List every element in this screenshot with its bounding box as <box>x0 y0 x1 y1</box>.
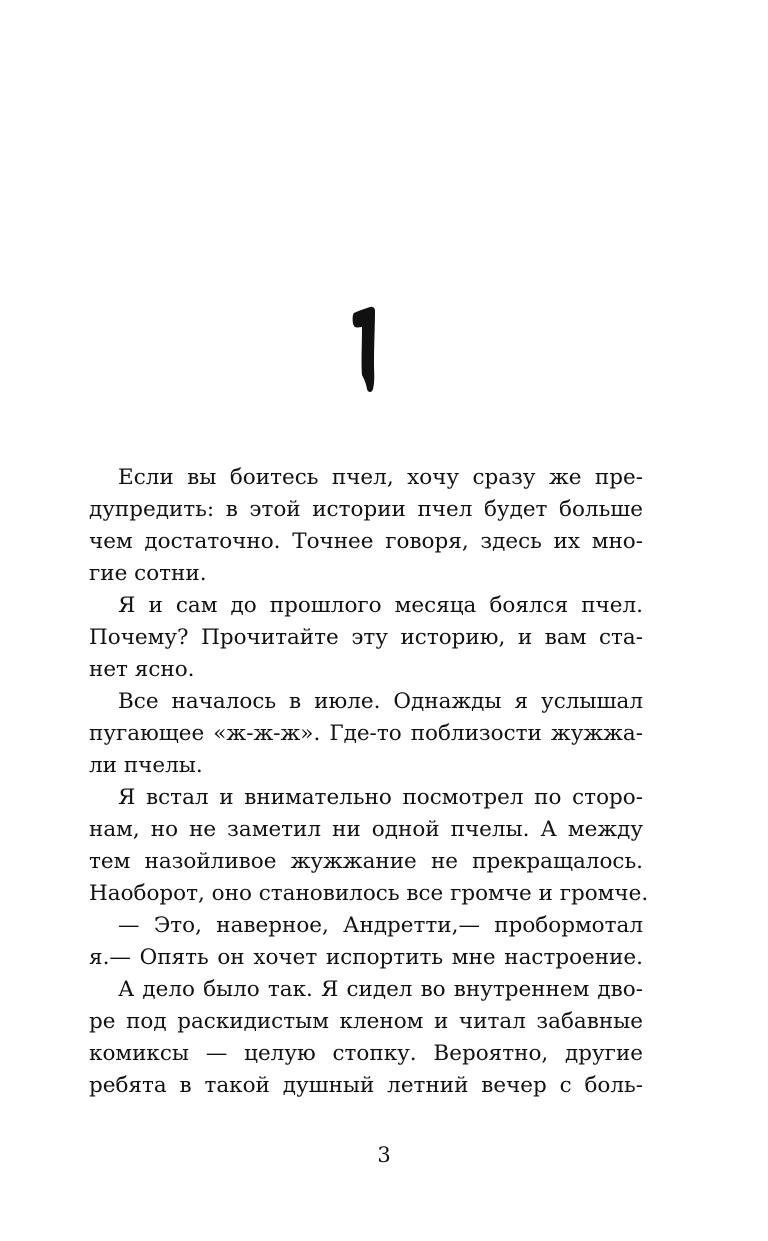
page-number: 3 <box>377 1143 391 1167</box>
text-line: Я встал и внимательно посмотрел по сторо- <box>118 785 643 810</box>
text-line: пугающее «ж-ж-ж». Где-то поблизости жужжа- <box>89 721 643 746</box>
text-line: чем достаточно. Точнее говоря, здесь их мно- <box>89 529 643 554</box>
text-line: комиксы — целую стопку. Вероятно, другие <box>89 1041 643 1066</box>
text-line: Все началось в июле. Однажды я услышал <box>118 689 643 714</box>
text-line: Я и сам до прошлого месяца боялся пчел. <box>118 593 643 618</box>
text-line: А дело было так. Я сидел во внутреннем дво- <box>118 977 643 1002</box>
text-line: Наоборот, оно становилось все громче и громче. <box>89 881 649 906</box>
paragraph-6 <box>89 974 643 1102</box>
paragraph-2 <box>89 590 643 686</box>
paragraph-5 <box>89 910 643 974</box>
text-line: нет ясно. <box>89 657 195 682</box>
text-line: Если вы боитесь пчел, хочу сразу же пре- <box>118 465 643 490</box>
text-line: гие сотни. <box>89 561 207 586</box>
body-text <box>89 462 649 1102</box>
paragraph-1 <box>89 462 643 590</box>
text-line: дупредить: в этой истории пчел будет больше <box>89 497 643 522</box>
chapter-number <box>240 205 390 395</box>
text-line: Почему? Прочитайте эту историю, и вам ста- <box>89 625 643 650</box>
paragraph-3 <box>89 686 643 782</box>
chapter-number-text: 1 <box>240 205 241 206</box>
text-line: — Это, наверное, Андретти,— пробормотал <box>118 913 643 938</box>
text-line: ре под раскидистым кленом и читал забавные <box>89 1009 643 1034</box>
text-line: ли пчелы. <box>89 753 203 778</box>
text-line: я.— Опять он хочет испортить мне настроение. <box>89 945 643 970</box>
chapter-number-glyph <box>353 307 375 392</box>
text-line: нам, но не заметил ни одной пчелы. А между <box>89 817 643 842</box>
text-line: тем назойливое жужжание не прекращалось. <box>89 849 643 874</box>
paragraph-4 <box>89 782 649 910</box>
text-line: ребята в такой душный летний вечер с боль- <box>89 1073 643 1098</box>
